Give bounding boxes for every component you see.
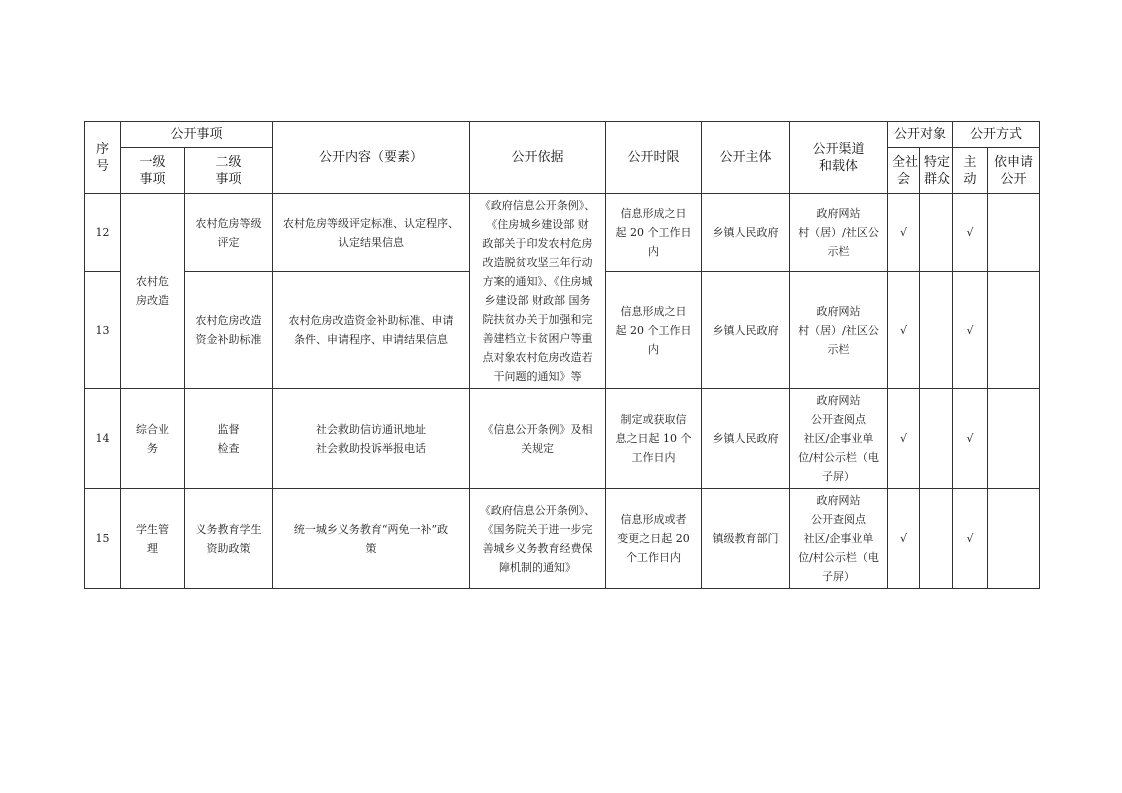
row-channel: 政府网站 村（居）/社区公 示栏 <box>790 194 888 272</box>
method-apply-cell <box>988 272 1040 389</box>
row-level2: 义务教育学生 资助政策 <box>185 489 273 589</box>
row-basis: 《政府信息公开条例》、 《国务院关于进一步完 善城乡义务教育经费保 障机制的通知》 <box>470 489 606 589</box>
row-seq: 14 <box>85 389 121 489</box>
row-content: 农村危房等级评定标准、认定程序、 认定结果信息 <box>273 194 470 272</box>
row-content: 农村危房改造资金补助标准、申请 条件、申请程序、申请结果信息 <box>273 272 470 389</box>
row-time-limit: 制定或获取信 息之日起 10 个 工作日内 <box>606 389 702 489</box>
object-specific-cell <box>920 389 953 489</box>
object-specific-cell <box>920 489 953 589</box>
row-channel: 政府网站 村（居）/社区公 示栏 <box>790 272 888 389</box>
row-level1: 学生管 理 <box>121 489 185 589</box>
row-seq: 12 <box>85 194 121 272</box>
header-content: 公开内容（要素） <box>273 122 470 194</box>
header-time-limit: 公开时限 <box>606 122 702 194</box>
row-subject: 乡镇人民政府 <box>702 194 790 272</box>
header-subject: 公开主体 <box>702 122 790 194</box>
row-content: 社会救助信访通讯地址 社会救助投诉举报电话 <box>273 389 470 489</box>
row-seq: 15 <box>85 489 121 589</box>
object-specific-cell <box>920 194 953 272</box>
header-object-all: 全社 会 <box>888 148 920 194</box>
row-subject: 镇级教育部门 <box>702 489 790 589</box>
row-level2: 监督 检查 <box>185 389 273 489</box>
check-mark: √ <box>888 194 920 272</box>
row-time-limit: 信息形成或者 变更之日起 20 个工作日内 <box>606 489 702 589</box>
row-channel: 政府网站 公开查阅点 社区/企事业单 位/村公示栏（电 子屏） <box>790 489 888 589</box>
header-matter-group: 公开事项 <box>121 122 273 148</box>
header-level2: 二级 事项 <box>185 148 273 194</box>
row-channel: 政府网站 公开查阅点 社区/企事业单 位/村公示栏（电 子屏） <box>790 389 888 489</box>
check-mark: √ <box>888 489 920 589</box>
check-mark: √ <box>953 272 988 389</box>
disclosure-table <box>84 121 1040 589</box>
row-content: 统一城乡义务教育“两免一补”政 策 <box>273 489 470 589</box>
table-row <box>85 194 1040 272</box>
object-specific-cell <box>920 272 953 389</box>
header-level1: 一级 事项 <box>121 148 185 194</box>
table-row <box>85 489 1040 589</box>
row-basis: 《信息公开条例》及相 关规定 <box>470 389 606 489</box>
header-object-group: 公开对象 <box>888 122 953 148</box>
check-mark: √ <box>888 389 920 489</box>
check-mark: √ <box>953 194 988 272</box>
method-apply-cell <box>988 489 1040 589</box>
row-level1: 农村危 房改造 <box>121 194 185 389</box>
check-mark: √ <box>953 389 988 489</box>
header-method-apply: 依申请 公开 <box>988 148 1040 194</box>
row-time-limit: 信息形成之日 起 20 个工作日 内 <box>606 272 702 389</box>
row-level2: 农村危房改造 资金补助标准 <box>185 272 273 389</box>
check-mark: √ <box>888 272 920 389</box>
header-channel: 公开渠道 和载体 <box>790 122 888 194</box>
method-apply-cell <box>988 194 1040 272</box>
row-level2: 农村危房等级 评定 <box>185 194 273 272</box>
row-seq: 13 <box>85 272 121 389</box>
row-time-limit: 信息形成之日 起 20 个工作日 内 <box>606 194 702 272</box>
header-method-active: 主 动 <box>953 148 988 194</box>
header-method-group: 公开方式 <box>953 122 1040 148</box>
header-basis: 公开依据 <box>470 122 606 194</box>
table-row <box>85 389 1040 489</box>
method-apply-cell <box>988 389 1040 489</box>
row-basis: 《政府信息公开条例》、 《住房城乡建设部 财 政部关于印发农村危房 改造脱贫攻坚三年行动 方案的通知》、《住房城 乡建设部 财政部 国务 院扶贫办关于加强和完 善建档立卡贫困户等重 点对象农村危房改造若 干问题的通知》等 <box>470 194 606 389</box>
header-seq: 序 号 <box>85 122 121 194</box>
row-subject: 乡镇人民政府 <box>702 389 790 489</box>
table-header <box>85 122 1040 194</box>
row-level1: 综合业 务 <box>121 389 185 489</box>
row-subject: 乡镇人民政府 <box>702 272 790 389</box>
check-mark: √ <box>953 489 988 589</box>
header-object-specific: 特定 群众 <box>920 148 953 194</box>
